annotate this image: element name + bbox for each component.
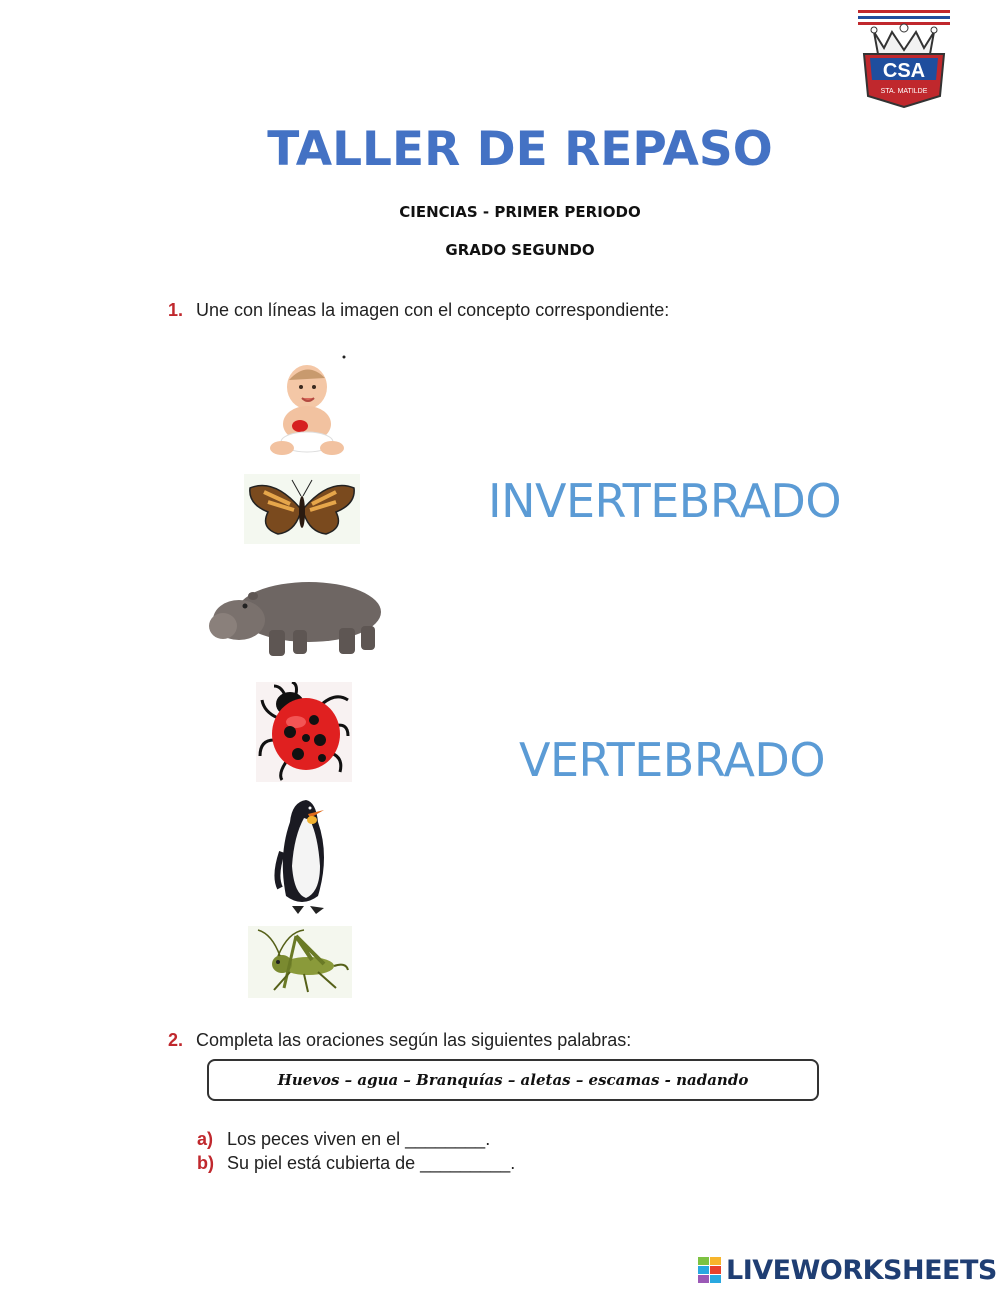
subtitle-subject: CIENCIAS - PRIMER PERIODO <box>399 203 641 221</box>
question-1-text: Une con líneas la imagen con el concepto correspondiente: <box>196 300 670 320</box>
sentence-b-text: Su piel está cubierta de _________. <box>227 1153 516 1173</box>
question-2 <box>168 1030 631 1051</box>
sentence-b[interactable] <box>197 1153 515 1174</box>
penguin-icon[interactable] <box>272 796 336 918</box>
sentence-b-label: b) <box>197 1153 214 1173</box>
question-1 <box>168 300 669 321</box>
hippopotamus-icon[interactable] <box>209 570 389 660</box>
sentence-a-text: Los peces viven en el ________. <box>227 1129 491 1149</box>
butterfly-icon[interactable] <box>244 474 360 544</box>
subtitle-grade: GRADO SEGUNDO <box>445 241 595 259</box>
liveworksheets-logo-icon <box>698 1257 722 1283</box>
sentence-a-label: a) <box>197 1129 214 1149</box>
liveworksheets-brand <box>698 1255 997 1285</box>
logo-text: CSA <box>882 60 926 82</box>
baby-icon[interactable] <box>262 352 352 460</box>
ladybug-icon[interactable] <box>256 682 352 782</box>
word-bank: Huevos – agua – Branquías – aletas – escamas - nadando <box>207 1059 819 1101</box>
question-2-text: Completa las oraciones según las siguientes palabras: <box>196 1030 632 1050</box>
brand-text: LIVEWORKSHEETS <box>726 1254 997 1286</box>
question-1-number: 1. <box>168 300 184 320</box>
sentence-a[interactable] <box>197 1129 490 1150</box>
question-2-number: 2. <box>168 1030 184 1050</box>
page-title: TALLER DE REPASO <box>267 122 773 177</box>
school-logo <box>856 10 952 108</box>
logo-subtext: STA. MATILDE <box>880 88 928 95</box>
concept-invertebrado[interactable]: INVERTEBRADO <box>488 474 842 528</box>
grasshopper-icon[interactable] <box>248 926 352 998</box>
concept-vertebrado[interactable]: VERTEBRADO <box>519 733 826 787</box>
